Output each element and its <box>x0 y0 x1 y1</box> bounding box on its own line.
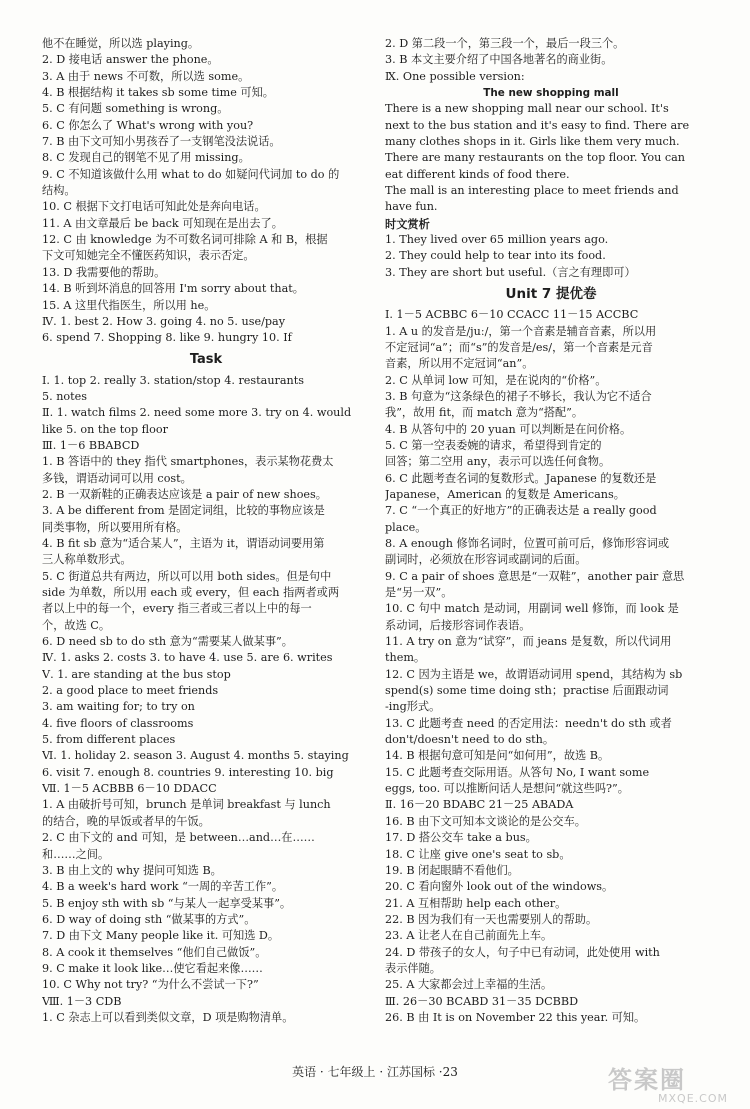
answer-line: There are many restaurants on the top floor. You can <box>385 151 686 165</box>
answer-line: 5. from different places <box>42 733 176 747</box>
answer-line: Task <box>189 351 223 367</box>
answer-line: 6. D way of doing sth “做某事的方式”。 <box>42 912 256 926</box>
answer-line: Ⅰ. 1－5 ACBBC 6－10 CCACC 11－15 ACCBC <box>385 308 639 322</box>
answer-line: 18. C 让座 give one's seat to sb。 <box>385 847 571 861</box>
answer-line: 7. C “一个真正的好地方”的正确表达是 a really good <box>385 504 657 518</box>
answer-line: 3. A 由于 news 不可数，所以选 some。 <box>42 69 250 83</box>
answer-line: 4. five floors of classrooms <box>42 716 194 730</box>
answer-line: 21. A 互相帮助 help each other。 <box>385 896 567 910</box>
answer-line: 10. C Why not try? “为什么不尝试一下?” <box>42 978 259 992</box>
answer-line: 和……之间。 <box>42 847 110 861</box>
answer-line: 25. A 大家都会过上幸福的生活。 <box>385 978 553 992</box>
answer-line: 12. C 因为主语是 we，故谓语动词用 spend，其结构为 sb <box>385 667 683 681</box>
answer-line: 3. B 本文主要介绍了中国各地著名的商业街。 <box>385 53 613 67</box>
answer-line: Ⅵ. 1. holiday 2. season 3. August 4. months 5. staying <box>42 749 349 763</box>
watermark-logo-text: 答案圈 <box>608 1066 686 1094</box>
answer-line: place。 <box>385 520 427 534</box>
answer-line: Ⅱ. 1. watch films 2. need some more 3. try on 4. would <box>42 406 352 420</box>
answer-line: eat different kinds of food there. <box>385 167 570 181</box>
answer-line: 4. B 从答句中的 20 yuan 可以判断是在问价格。 <box>385 422 632 436</box>
answer-line: 13. D 我需要他的帮助。 <box>42 265 166 279</box>
answer-line: 24. D 带孩子的女人，句子中已有动词，此处使用 with <box>385 945 660 959</box>
answer-line: 结构。 <box>42 184 76 198</box>
answer-line: The mall is an interesting place to meet friends and <box>385 184 679 198</box>
answer-line: There is a new shopping mall near our school. It's <box>385 102 669 116</box>
answer-line: 5. C 有问题 something is wrong。 <box>42 102 229 116</box>
answer-line: 1. A u 的发音是/juː/，第一个音素是辅音音素，所以用 <box>385 324 657 338</box>
answer-line: 3. am waiting for; to try on <box>42 700 195 714</box>
answer-line: 12. C 由 knowledge 为不可数名词可排除 A 和 B，根据 <box>42 233 328 247</box>
answer-line: 副词时，必须放在形容词或副词的后面。 <box>385 553 587 567</box>
answer-line: spend(s) some time doing sth；practise 后面跟动词 <box>385 684 669 698</box>
answer-line: 15. C 此题考查交际用语。从答句 No, I want some <box>385 765 650 779</box>
answer-line: 5. C 街道总共有两边，所以可以用 both sides。但是句中 <box>42 569 332 583</box>
answer-line: 3. A be different from 是固定词组，比较的事物应该是 <box>42 504 325 518</box>
answer-line: 23. A 让老人在自己前面先上车。 <box>385 929 553 943</box>
answer-line: Ⅳ. 1. asks 2. costs 3. to have 4. use 5. are 6. writes <box>42 651 333 665</box>
left-column <box>42 36 370 1026</box>
answer-line: 26. B 由 It is on November 22 this year. 可知。 <box>385 1010 646 1024</box>
answer-line: 5. C 第一空表委婉的请求，希望得到肯定的 <box>385 438 602 452</box>
answer-line: eggs, too. 可以推断问话人是想问“就这些吗?”。 <box>385 782 629 796</box>
answer-line: 1. B 答语中的 they 指代 smartphones，表示某物花费太 <box>42 455 334 469</box>
answer-line: 者以上中的每一个，every 指三者或三者以上中的每一 <box>42 602 312 616</box>
answer-line: many clothes shops in it. Girls like them very much. <box>385 135 680 149</box>
answer-line: Ⅶ. 1－5 ACBBB 6－10 DDACC <box>42 782 217 796</box>
answer-line: Ⅴ. 1. are standing at the bus stop <box>42 667 231 681</box>
answer-line: 他不在睡觉，所以选 playing。 <box>42 37 200 50</box>
answer-line: 2. D 第二段一个，第三段一个，最后一段三个。 <box>385 37 625 50</box>
answer-line: 11. A try on 意为“试穿”，而 jeans 是复数，所以代词用 <box>385 635 672 649</box>
right-column <box>385 36 717 1026</box>
answer-line: 14. B 听到坏消息的回答用 I'm sorry about that。 <box>42 282 304 296</box>
answer-line: 9. C make it look like…使它看起来像…… <box>42 961 263 975</box>
answer-line: 15. A 这里代指医生，所以用 he。 <box>42 298 216 312</box>
page-footer: 英语 · 七年级上 · 江苏国标 ·23 <box>292 1065 458 1079</box>
answer-line: 2. They could help to tear into its food. <box>385 249 606 263</box>
answer-line: Ⅸ. One possible version: <box>385 69 525 83</box>
answer-line: 的结合，晚的早饭或者早的午饭。 <box>42 814 210 828</box>
answer-line: 14. B 根据句意可知是问“如何用”，故选 B。 <box>385 749 610 763</box>
answer-line: like 5. on the top floor <box>42 422 168 436</box>
answer-line: 4. B fit sb 意为“适合某人”，主语为 it，谓语动词要用第 <box>42 536 325 550</box>
answer-line: Unit 7 提优卷 <box>505 286 597 303</box>
answer-line: 6. D need sb to do sth 意为“需要某人做某事”。 <box>42 635 293 649</box>
answer-line: 7. D 由下文 Many people like it. 可知选 D。 <box>42 929 280 943</box>
answer-line: Ⅲ. 1－6 BBABCD <box>42 438 140 452</box>
answer-line: 我”，故用 fit，而 match 意为“搭配”。 <box>385 406 584 420</box>
answer-line: 11. A 由文章最后 be back 可知现在是出去了。 <box>42 216 283 230</box>
answer-line: 4. B a week's hard work “一周的辛苦工作”。 <box>42 880 284 894</box>
answer-line: Ⅲ. 26－30 BCABD 31－35 DCBBD <box>385 994 579 1008</box>
answer-line: 8. A cook it themselves “他们自己做饭”。 <box>42 945 267 959</box>
answer-line: 5. notes <box>42 389 88 403</box>
answer-line: 19. B 闭起眼睛不看他们。 <box>385 863 519 877</box>
answer-line: 3. They are short but useful.（言之有理即可） <box>385 265 636 279</box>
answer-line: 2. a good place to meet friends <box>42 684 219 698</box>
answer-line: 9. C a pair of shoes 意思是“一双鞋”，another pair 意思 <box>385 569 685 583</box>
answer-line: 6. C 此题考查名词的复数形式。Japanese 的复数还是 <box>385 471 657 485</box>
answer-line: 多钱，谓语动词可以用 cost。 <box>42 471 192 485</box>
answer-line: 13. C 此题考查 need 的否定用法：needn't do sth 或者 <box>385 716 672 730</box>
answer-line: 6. spend 7. Shopping 8. like 9. hungry 10. If <box>42 331 292 345</box>
answer-line: 9. C 不知道该做什么用 what to do 如疑问代词加 to do 的 <box>42 167 340 181</box>
answer-line: next to the bus station and it's easy to find. There are <box>385 118 690 132</box>
answer-line: 是“另一双”。 <box>385 586 453 599</box>
answer-line: 表示伴随。 <box>385 961 441 975</box>
answer-line: 5. B enjoy sth with sb “与某人一起享受某事”。 <box>42 896 292 910</box>
answer-line: 17. D 搭公交车 take a bus。 <box>385 831 537 845</box>
answer-line: 6. C 你怎么了 What's wrong with you? <box>42 118 254 132</box>
answer-line: Ⅰ. 1. top 2. really 3. station/stop 4. restaurants <box>42 373 304 387</box>
answer-line: 个，故选 C。 <box>42 618 111 632</box>
answer-line: Ⅳ. 1. best 2. How 3. going 4. no 5. use/pay <box>42 314 286 328</box>
answer-line: don't/doesn't need to do sth。 <box>385 733 555 747</box>
answer-line: Ⅷ. 1－3 CDB <box>42 994 122 1008</box>
answer-line: 1. A 由破折号可知，brunch 是单词 breakfast 与 lunch <box>42 798 331 812</box>
answer-line: 1. They lived over 65 million years ago. <box>385 233 609 247</box>
answer-line: 22. B 因为我们有一天也需要别人的帮助。 <box>385 912 598 926</box>
answer-line: 不定冠词“a”；而“s”的发音是/es/，第一个音素是元音 <box>385 340 653 354</box>
answer-line: them。 <box>385 651 426 665</box>
answer-line: 同类事物，所以要用所有格。 <box>42 520 188 534</box>
answer-line: 3. B 句意为“这条绿色的裙子不够长，我认为它不适合 <box>385 389 652 403</box>
answer-line: 8. C 发现自己的钢笔不见了用 missing。 <box>42 151 250 165</box>
answer-line: Ⅱ. 16－20 BDABC 21－25 ABADA <box>385 798 574 812</box>
answer-line: 回答；第二空用 any，表示可以选任何食物。 <box>385 455 611 469</box>
answer-line: The new shopping mall <box>483 87 619 100</box>
answer-line: 7. B 由下文可知小男孩吞了一支钢笔没法说话。 <box>42 135 281 149</box>
watermark-logo <box>608 1068 736 1104</box>
answer-line: 16. B 由下文可知本文谈论的是公交车。 <box>385 814 586 828</box>
answer-line: 2. C 从单词 low 可知，是在说肉的“价格”。 <box>385 373 607 387</box>
answer-line: 音素，所以用不定冠词“an”。 <box>385 357 534 371</box>
answer-line: 10. C 根据下文打电话可知此处是奔向电话。 <box>42 200 266 214</box>
answer-line: 4. B 根据结构 it takes sb some time 可知。 <box>42 86 274 100</box>
answer-line: 3. B 由上文的 why 提问可知选 B。 <box>42 863 222 877</box>
answer-line: -ing形式。 <box>385 700 441 714</box>
answer-line: have fun. <box>385 200 438 214</box>
answer-line: Japanese，American 的复数是 Americans。 <box>385 487 625 501</box>
answer-line: 8. A enough 修饰名词时，位置可前可后，修饰形容词或 <box>385 536 670 550</box>
answer-line: 10. C 句中 match 是动词，用副词 well 修饰，而 look 是 <box>385 602 679 616</box>
answer-line: 2. B 一双新鞋的正确表达应该是 a pair of new shoes。 <box>42 487 327 501</box>
answer-line: 三人称单数形式。 <box>42 553 132 567</box>
answer-line: side 为单数，所以用 each 或 every，但 each 指两者或两 <box>42 586 340 599</box>
answer-line: 20. C 看向窗外 look out of the windows。 <box>385 880 614 894</box>
answer-line: 2. D 接电话 answer the phone。 <box>42 53 219 67</box>
answer-line: 时文赏析 <box>385 216 430 231</box>
answer-line: 下文可知她完全不懂医药知识，表示否定。 <box>42 249 255 263</box>
watermark-site-text: MXQE.COM <box>658 1092 728 1105</box>
answer-line: 系动词，后接形容词作表语。 <box>385 618 531 632</box>
answer-line: 2. C 由下文的 and 可知，是 between…and…在…… <box>42 831 315 845</box>
answer-line: 1. C 杂志上可以看到类似文章，D 项是购物清单。 <box>42 1010 294 1024</box>
answer-line: 6. visit 7. enough 8. countries 9. interesting 10. big <box>42 765 334 779</box>
